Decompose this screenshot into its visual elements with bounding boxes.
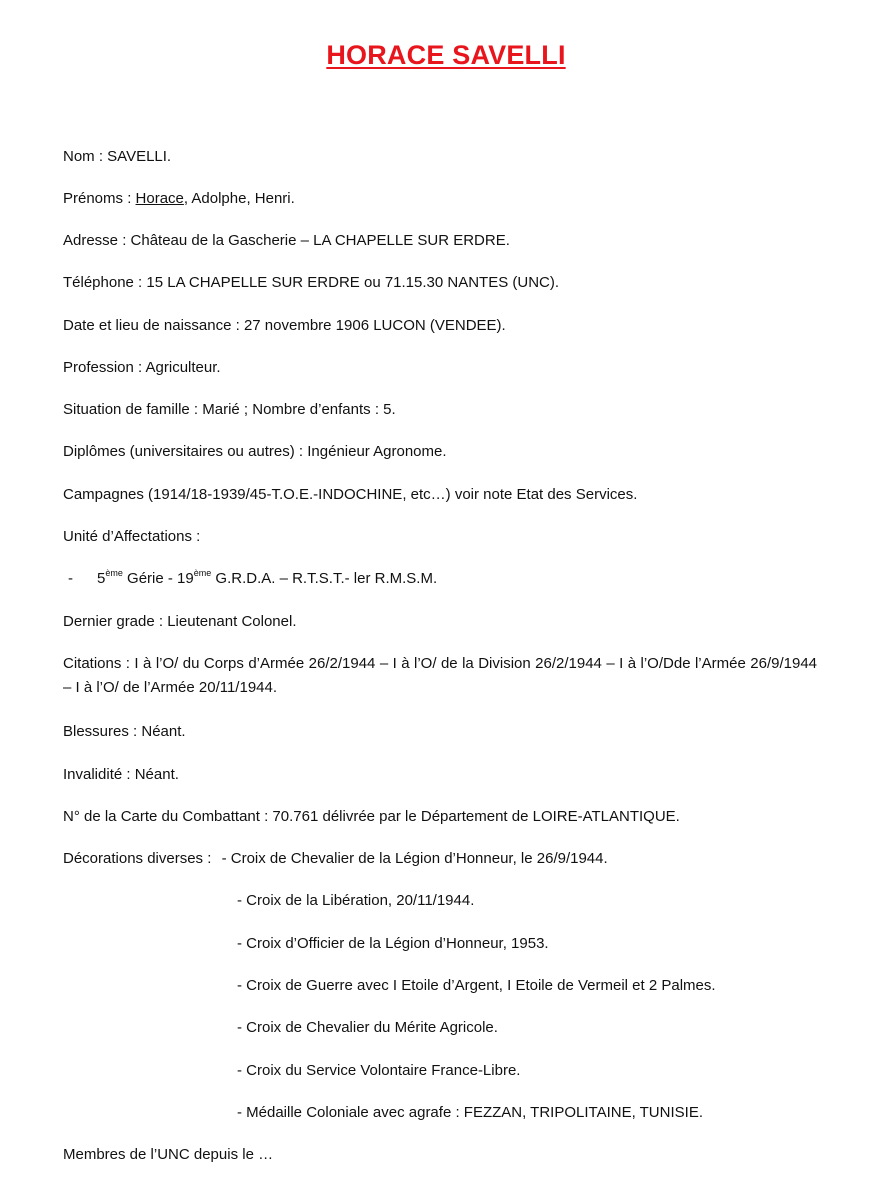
field-situation: Situation de famille : Marié ; Nombre d’enfants : 5. bbox=[63, 401, 396, 418]
unite-num1: 5 bbox=[97, 570, 106, 587]
field-unite-label: Unité d’Affectations : bbox=[63, 528, 201, 545]
field-unite-item bbox=[68, 570, 437, 588]
decoration-item: - Croix de la Libération, 20/11/1944. bbox=[237, 892, 475, 909]
decorations-label: Décorations diverses : bbox=[63, 850, 216, 867]
field-invalidite: Invalidité : Néant. bbox=[63, 766, 179, 783]
decoration-item: - Croix d’Officier de la Légion d’Honneur, 1953. bbox=[237, 935, 549, 952]
field-adresse: Adresse : Château de la Gascherie – LA CHAPELLE SUR ERDRE. bbox=[63, 232, 510, 249]
unite-bullet: - bbox=[68, 570, 73, 587]
field-naissance: Date et lieu de naissance : 27 novembre 1906 LUCON (VENDEE). bbox=[63, 317, 506, 334]
field-grade: Dernier grade : Lieutenant Colonel. bbox=[63, 613, 297, 630]
decoration-item: - Médaille Coloniale avec agrafe : FEZZAN, TRIPOLITAINE, TUNISIE. bbox=[237, 1104, 703, 1121]
field-decorations bbox=[63, 850, 608, 868]
decoration-item: - Croix du Service Volontaire France-Libre. bbox=[237, 1062, 521, 1079]
field-prenoms bbox=[63, 190, 295, 208]
decoration-item: - Croix de Chevalier du Mérite Agricole. bbox=[237, 1019, 498, 1036]
decoration-item: - Croix de Guerre avec I Etoile d’Argent, I Etoile de Vermeil et 2 Palmes. bbox=[237, 977, 716, 994]
prenoms-rest: , Adolphe, Henri. bbox=[183, 190, 295, 207]
field-membres: Membres de l’UNC depuis le … bbox=[63, 1146, 274, 1163]
field-profession: Profession : Agriculteur. bbox=[63, 359, 221, 376]
prenoms-label: Prénoms : bbox=[63, 190, 136, 207]
field-telephone: Téléphone : 15 LA CHAPELLE SUR ERDRE ou 71.15.30 NANTES (UNC). bbox=[63, 274, 560, 291]
unite-sup1: ème bbox=[105, 568, 123, 578]
prenoms-first-name: Horace bbox=[135, 190, 184, 207]
decoration-item: - Croix de Chevalier de la Légion d’Honneur, le 26/9/1944. bbox=[221, 850, 608, 867]
unite-sup2: ème bbox=[193, 568, 212, 578]
unite-end: G.R.D.A. – R.T.S.T.- ler R.M.S.M. bbox=[211, 570, 438, 587]
field-carte: N° de la Carte du Combattant : 70.761 délivrée par le Département de LOIRE-ATLANTIQUE. bbox=[63, 808, 680, 825]
field-campagnes: Campagnes (1914/18-1939/45-T.O.E.-INDOCHINE, etc…) voir note Etat des Services. bbox=[63, 486, 638, 503]
field-nom: Nom : SAVELLI. bbox=[63, 148, 172, 165]
field-citations: Citations : I à l’O/ du Corps d’Armée 26/2/1944 – I à l’O/ de la Division 26/2/1944 – I à l’O/Dde l’Armée 26/9/1944 – I à l’O/ de l’Armée 20/11/1944. bbox=[63, 655, 817, 696]
unite-mid: Gérie - 19 bbox=[122, 570, 194, 587]
field-diplomes: Diplômes (universitaires ou autres) : Ingénieur Agronome. bbox=[63, 443, 447, 460]
field-blessures: Blessures : Néant. bbox=[63, 723, 186, 740]
document-title: HORACE SAVELLI bbox=[326, 40, 566, 70]
